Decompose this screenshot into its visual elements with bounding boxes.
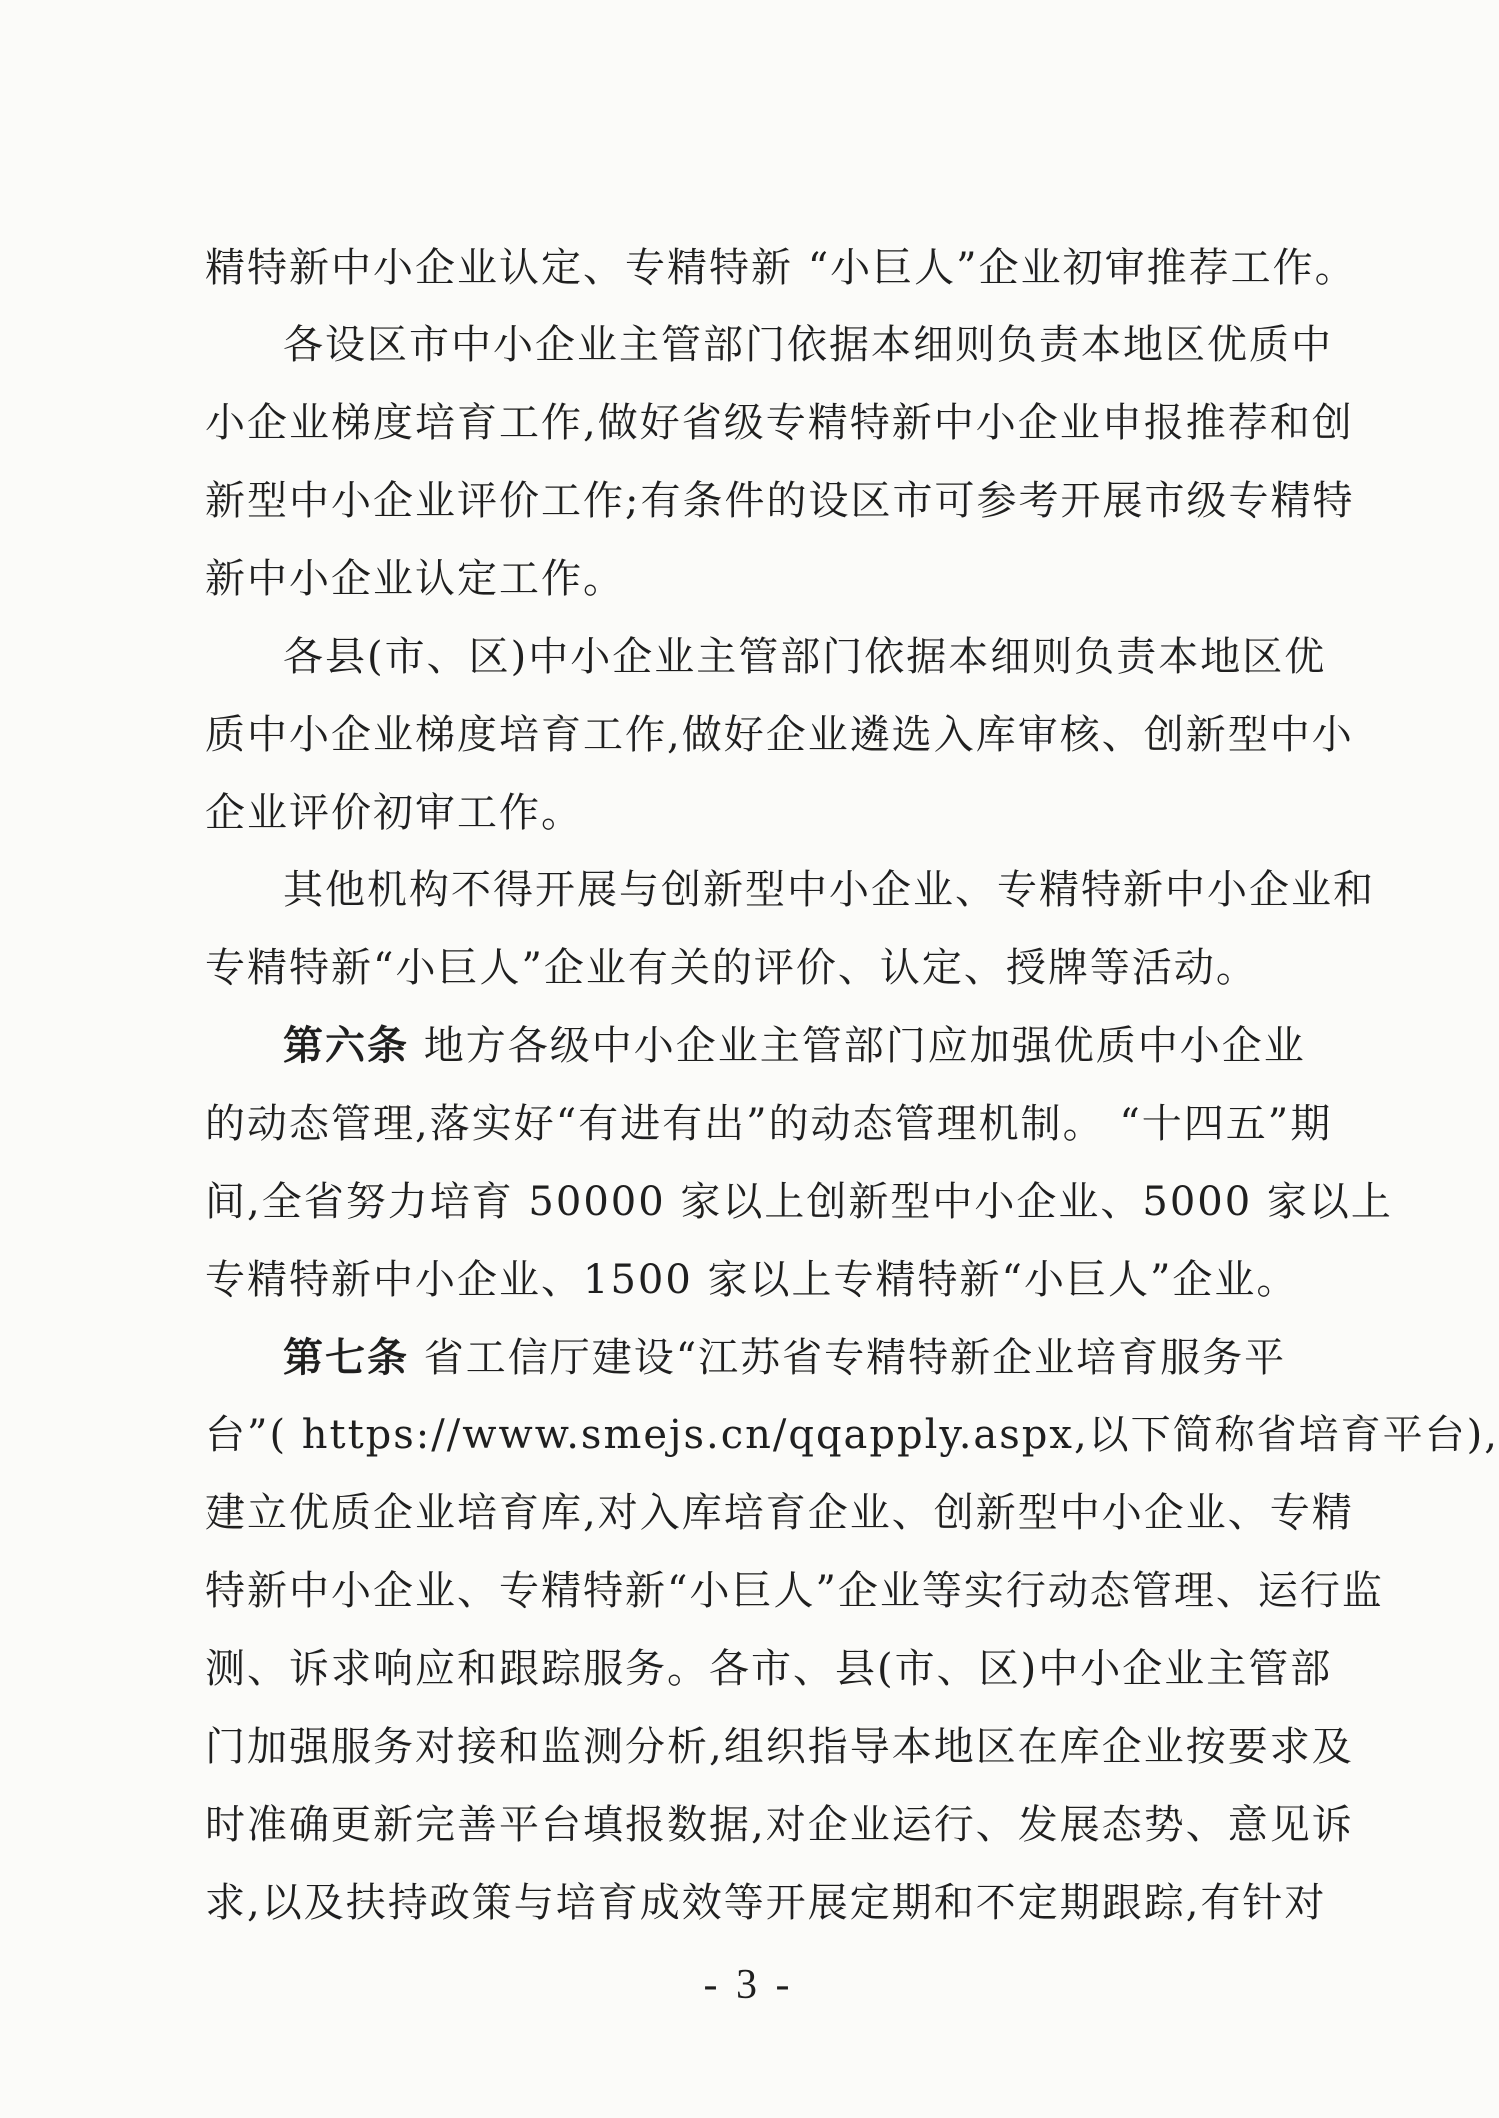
text-line: 门加强服务对接和监测分析,组织指导本地区在库企业按要求及: [205, 1724, 1354, 1770]
text-line: 小企业梯度培育工作,做好省级专精特新中小企业申报推荐和创: [205, 400, 1354, 446]
article-line: [283, 1022, 1310, 1070]
text-line: 台”( https://www.smejs.cn/qqapply.aspx,以下简称省培育平台),: [205, 1412, 1499, 1458]
text-line: 专精特新“小巨人”企业有关的评价、认定、授牌等活动。: [205, 945, 1258, 991]
page-number: - 3 -: [703, 1962, 794, 2008]
article-line: [283, 1334, 1310, 1382]
text-line: 精特新中小企业认定、专精特新 “小巨人”企业初审推荐工作。: [205, 245, 1357, 291]
text-line: 求,以及扶持政策与培育成效等开展定期和不定期跟踪,有针对: [205, 1880, 1327, 1926]
text-span: 省工信厅建设“江苏省专精特新企业培育服务平: [409, 1335, 1287, 1381]
text-line: 时准确更新完善平台填报数据,对企业运行、发展态势、意见诉: [205, 1802, 1354, 1848]
article-heading: 第七条: [283, 1334, 409, 1381]
text-line: 测、诉求响应和跟踪服务。各市、县(市、区)中小企业主管部: [205, 1646, 1333, 1692]
text-line: 特新中小企业、专精特新“小巨人”企业等实行动态管理、运行监: [205, 1568, 1384, 1614]
text-line: 各设区市中小企业主管部门依据本细则负责本地区优质中: [283, 322, 1333, 368]
text-line: 建立优质企业培育库,对入库培育企业、创新型中小企业、专精: [205, 1490, 1354, 1536]
text-line: 各县(市、区)中小企业主管部门依据本细则负责本地区优: [283, 634, 1327, 680]
text-line: 质中小企业梯度培育工作,做好企业遴选入库审核、创新型中小: [205, 712, 1354, 758]
text-line: 的动态管理,落实好“有进有出”的动态管理机制。 “十四五”期: [205, 1101, 1333, 1147]
article-heading: 第六条: [283, 1022, 409, 1069]
text-line: 新中小企业认定工作。: [205, 556, 625, 602]
text-line: 其他机构不得开展与创新型中小企业、专精特新中小企业和: [283, 867, 1375, 913]
text-line: 企业评价初审工作。: [205, 790, 583, 836]
text-line: 间,全省努力培育 50000 家以上创新型中小企业、5000 家以上: [205, 1179, 1393, 1225]
text-line: 专精特新中小企业、1500 家以上专精特新“小巨人”企业。: [205, 1257, 1299, 1303]
text-line: 新型中小企业评价工作;有条件的设区市可参考开展市级专精特: [205, 478, 1355, 524]
text-span: 地方各级中小企业主管部门应加强优质中小企业: [409, 1023, 1306, 1069]
